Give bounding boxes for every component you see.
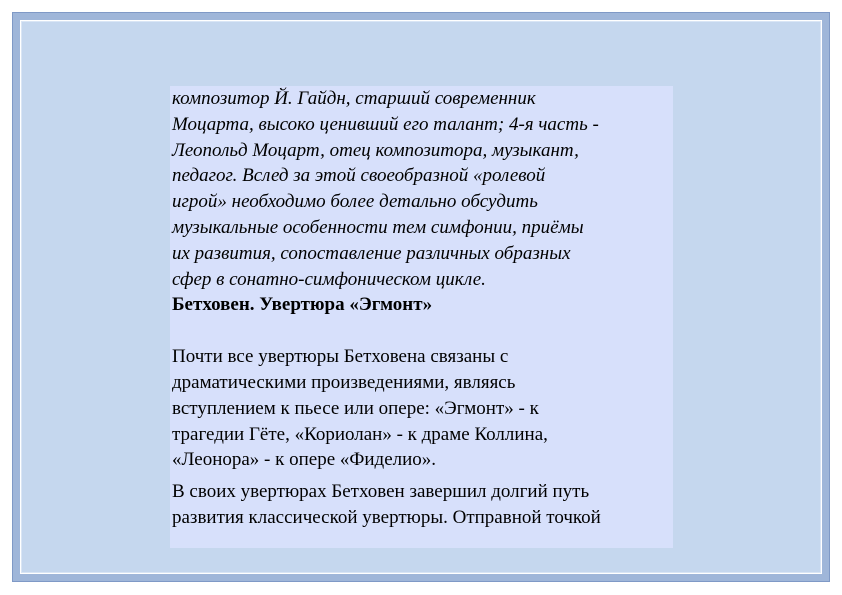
paragraph-1 [172,344,673,473]
text-line: их развития, сопоставление различных образных [172,242,571,264]
text-line: В своих увертюрах Бетховен завершил долгий путь [172,481,590,503]
text-line: «Леонора» - к опере «Фиделио». [172,449,437,471]
text-line: развития классической увертюры. Отправной точкой [172,506,601,528]
text-line: музыкальные особенности тем симфонии, приёмы [172,216,584,238]
paragraph-2 [172,479,673,531]
text-line: Почти все увертюры Бетховена связаны с [172,346,509,368]
spacer [172,318,673,344]
text-line: Леопольд Моцарт, отец композитора, музыкант, [172,139,579,161]
text-line: вступлением к пьесе или опере: «Эгмонт» - к [172,397,539,419]
text-line: игрой» необходимо более детально обсудить [172,191,538,213]
section-heading: Бетховен. Увертюра «Эгмонт» [172,294,433,316]
text-line: педагог. Вслед за этой своеобразной «ролевой [172,165,546,187]
text-line: Моцарта, высоко ценивший его талант; 4-я часть - [172,113,599,135]
italic-paragraph [172,86,673,292]
document-text-box [170,86,673,548]
text-line: композитор Й. Гайдн, старший современник [172,88,536,109]
text-line: сфер в сонатно-симфоническом цикле. [172,268,486,290]
text-line: драматическими произведениями, являясь [172,371,516,393]
text-line: трагедии Гёте, «Кориолан» - к драме Коллина, [172,423,548,445]
